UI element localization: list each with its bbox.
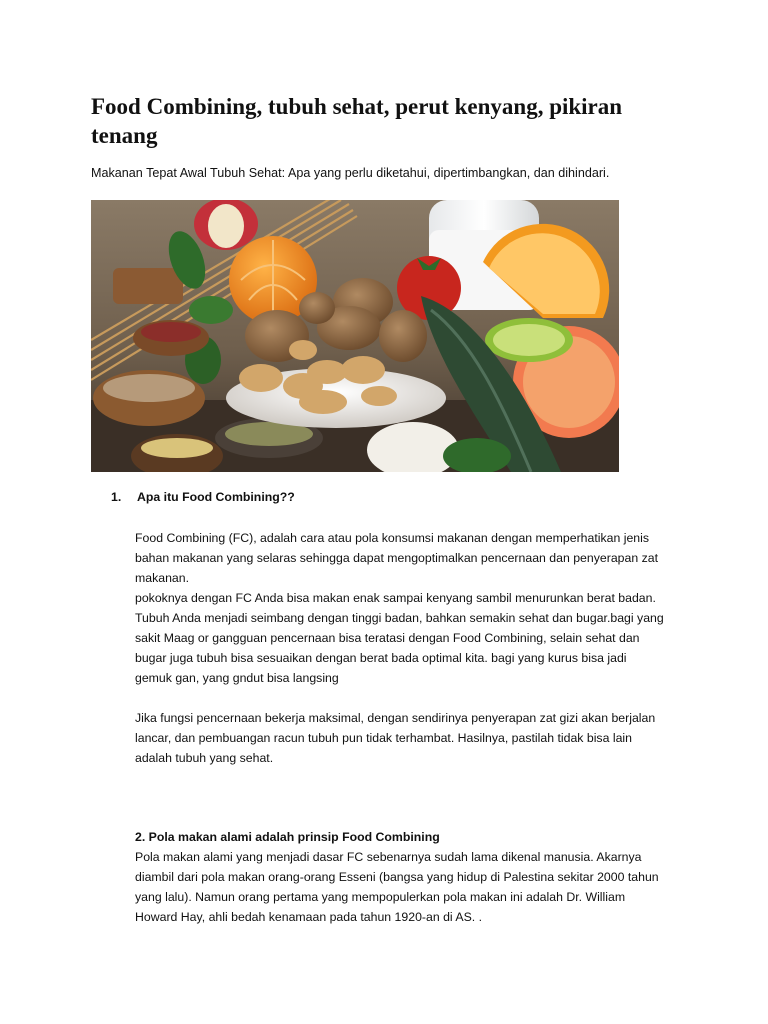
text-line: diambil dari pola makan orang-orang Esseni (bangsa yang hidup di Palestina sekitar 2000 tahun: [135, 870, 659, 884]
section2-heading: 2. Pola makan alami adalah prinsip Food Combining: [135, 830, 440, 844]
text-line: lancar, dan pembuangan racun tubuh pun tidak terhambat. Hasilnya, pastilah tidak bisa lain: [135, 731, 632, 745]
text-line: Howard Hay, ahli bedah kenamaan pada tahun 1920-an di AS. .: [135, 910, 483, 924]
text-line: Tubuh Anda menjadi seimbang dengan tinggi badan, bahkan semakin sehat dan bugar.bagi yang: [135, 611, 664, 625]
text-line: yang lalu). Namun orang pertama yang mempopulerkan pola makan ini adalah Dr. William: [135, 890, 626, 904]
text-line: gemuk gan, yang gndut bisa langsing: [135, 671, 339, 685]
text-line: bahan makanan yang selaras sehingga dapat mengoptimalkan pencernaan dan penyerapan zat: [135, 551, 658, 565]
section1-paragraph1: [135, 528, 685, 688]
page-title: Food Combining, tubuh sehat, perut kenyang, pikiran tenang: [91, 94, 623, 148]
text-line: pokoknya dengan FC Anda bisa makan enak sampai kenyang sambil menurunkan berat badan.: [135, 591, 656, 605]
section1-heading: [111, 488, 295, 506]
text-line: Jika fungsi pencernaan bekerja maksimal, dengan sendirinya penyerapan zat gizi akan berjalan: [135, 711, 656, 725]
text-line: Pola makan alami yang menjadi dasar FC sebenarnya sudah lama dikenal manusia. Akarnya: [135, 850, 642, 864]
text-line: makanan.: [135, 571, 190, 585]
section1-paragraph2: [135, 708, 685, 768]
food-photo: [91, 200, 619, 472]
section2-paragraph: [135, 847, 685, 927]
text-line: sakit Maag or gangguan pencernaan bisa teratasi dengan Food Combining, selain sehat dan: [135, 631, 640, 645]
subtitle: Makanan Tepat Awal Tubuh Sehat: Apa yang perlu diketahui, dipertimbangkan, dan dihindari.: [91, 166, 610, 180]
text-line: Food Combining (FC), adalah cara atau pola konsumsi makanan dengan memperhatikan jenis: [135, 531, 650, 545]
text-line: bugar juga tubuh bisa sesuaikan dengan berat bada optimal kita. bagi yang kurus bisa jadi: [135, 651, 627, 665]
text-line: adalah tubuh yang sehat.: [135, 751, 274, 765]
section1-number: 1.: [111, 490, 122, 504]
section1-heading-text: Apa itu Food Combining??: [137, 490, 295, 504]
